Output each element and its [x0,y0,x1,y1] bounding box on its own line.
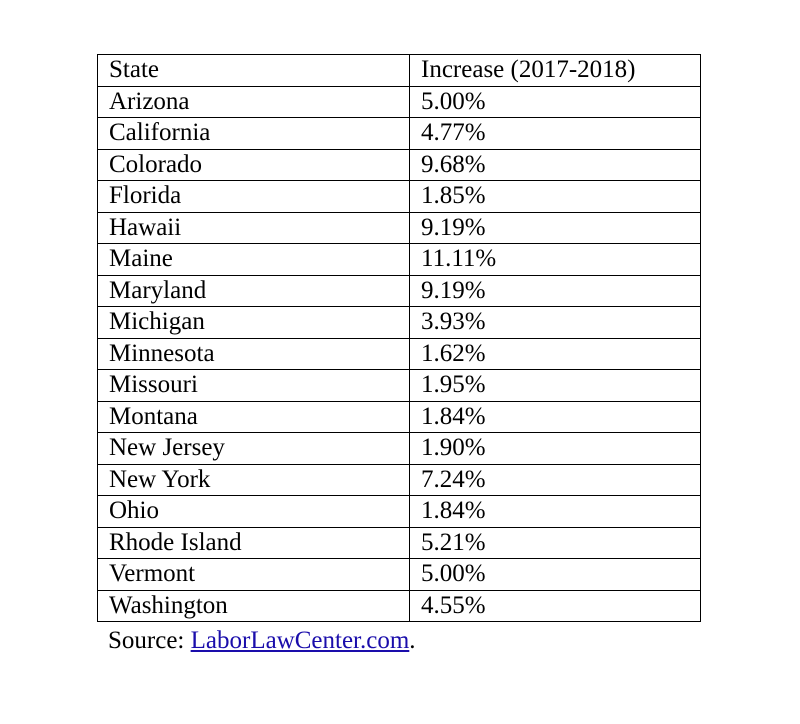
increase-cell: 11.11% [410,244,701,276]
increase-cell: 7.24% [410,464,701,496]
table-row [98,527,701,559]
table-row [98,433,701,465]
state-cell: Arizona [98,86,410,118]
table-body [98,86,701,622]
table-row [98,307,701,339]
state-cell: Montana [98,401,410,433]
increase-cell: 4.77% [410,118,701,150]
table-row [98,496,701,528]
table-row [98,86,701,118]
table-row [98,181,701,213]
table-row [98,338,701,370]
table-row [98,401,701,433]
state-cell: Maine [98,244,410,276]
state-cell: Hawaii [98,212,410,244]
table-row [98,464,701,496]
increase-cell: 4.55% [410,590,701,622]
table-header-row [98,55,701,87]
table-row [98,244,701,276]
header-increase: Increase (2017-2018) [410,55,701,87]
source-prefix: Source: [108,627,191,654]
table-row [98,370,701,402]
state-increase-table [97,54,701,622]
state-cell: Michigan [98,307,410,339]
table-row [98,275,701,307]
document-body [97,54,700,656]
increase-cell: 5.00% [410,86,701,118]
state-cell: New Jersey [98,433,410,465]
state-cell: New York [98,464,410,496]
increase-cell: 1.95% [410,370,701,402]
state-cell: Vermont [98,559,410,591]
increase-cell: 1.84% [410,496,701,528]
increase-cell: 9.68% [410,149,701,181]
increase-cell: 1.85% [410,181,701,213]
table-row [98,212,701,244]
source-suffix: . [409,627,416,654]
table-row [98,149,701,181]
increase-cell: 9.19% [410,275,701,307]
increase-cell: 5.00% [410,559,701,591]
state-cell: Missouri [98,370,410,402]
table-row [98,118,701,150]
increase-cell: 5.21% [410,527,701,559]
source-link[interactable]: LaborLawCenter.com [190,627,410,654]
state-cell: Minnesota [98,338,410,370]
table-row [98,559,701,591]
increase-cell: 1.62% [410,338,701,370]
state-cell: Maryland [98,275,410,307]
header-state: State [98,55,410,87]
increase-cell: 9.19% [410,212,701,244]
state-cell: Rhode Island [98,527,410,559]
state-cell: Florida [98,181,410,213]
increase-cell: 1.84% [410,401,701,433]
table-row [98,590,701,622]
source-note [97,626,700,656]
state-cell: Ohio [98,496,410,528]
state-cell: Colorado [98,149,410,181]
increase-cell: 3.93% [410,307,701,339]
state-cell: Washington [98,590,410,622]
increase-cell: 1.90% [410,433,701,465]
state-cell: California [98,118,410,150]
